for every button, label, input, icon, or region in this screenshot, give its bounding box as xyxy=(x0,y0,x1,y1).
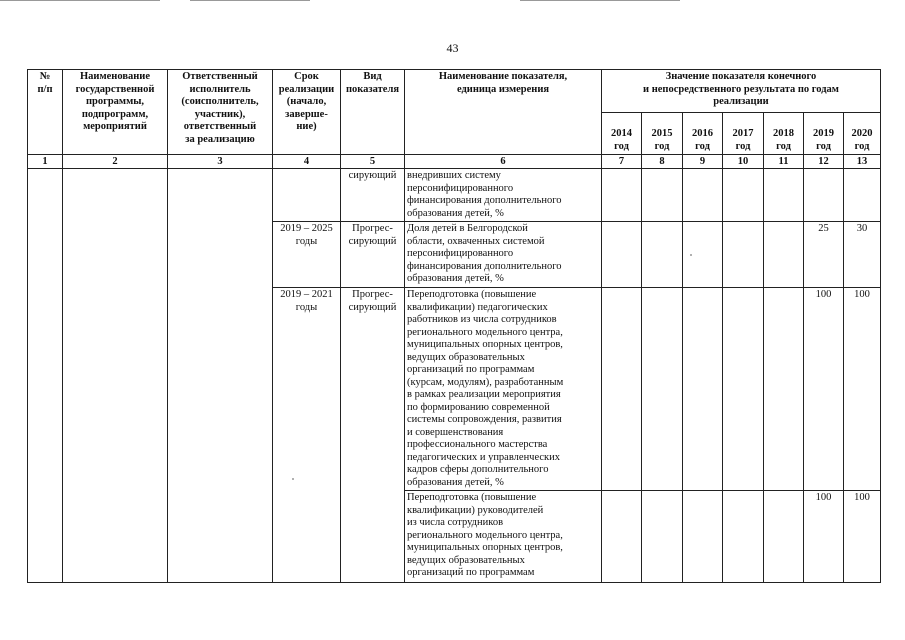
header-number: № п/п xyxy=(28,70,63,155)
column-number: 7 xyxy=(602,155,642,169)
indicators-table xyxy=(27,69,881,583)
page-top-rule xyxy=(520,0,680,1)
cell-period xyxy=(273,169,341,222)
header-year-2019: 2019 год xyxy=(804,113,844,155)
cell-indicator-type: Прогрес- сирующий xyxy=(341,288,405,583)
column-number: 13 xyxy=(844,155,881,169)
page-top-rule xyxy=(0,0,160,1)
scan-speck xyxy=(292,478,294,480)
header-values-title: Значение показателя конечного и непосредственного результата по годам реализации xyxy=(602,70,881,113)
header-row xyxy=(28,70,881,113)
cell-indicator-type: сирующий xyxy=(341,169,405,222)
cell-value-2019: 25 xyxy=(804,222,844,288)
column-number: 9 xyxy=(683,155,723,169)
table-row xyxy=(28,169,881,222)
cell-indicator-name: Переподготовка (повышение квалификации) руководителей из числа сотрудников регионального модельного центра, муниципальных опорных центров, ведущих образовательных организаций по программам xyxy=(405,491,602,583)
cell-program-name xyxy=(63,169,168,583)
cell-value-2017 xyxy=(723,222,764,288)
cell-value-2019: 100 xyxy=(804,491,844,583)
cell-value-2019 xyxy=(804,169,844,222)
column-number: 6 xyxy=(405,155,602,169)
column-number: 8 xyxy=(642,155,683,169)
cell-indicator-type: Прогрес- сирующий xyxy=(341,222,405,288)
cell-value-2020: 100 xyxy=(844,288,881,491)
cell-value-2016 xyxy=(683,222,723,288)
column-number: 12 xyxy=(804,155,844,169)
cell-value-2014 xyxy=(602,491,642,583)
cell-value-2015 xyxy=(642,288,683,491)
header-indicator-name: Наименование показателя, единица измерения xyxy=(405,70,602,155)
cell-value-2016 xyxy=(683,169,723,222)
cell-responsible xyxy=(168,169,273,583)
cell-value-2014 xyxy=(602,222,642,288)
column-number: 3 xyxy=(168,155,273,169)
header-year-2016: 2016 год xyxy=(683,113,723,155)
header-responsible: Ответственный исполнитель (соисполнитель, участник), ответственный за реализацию xyxy=(168,70,273,155)
header-year-2014: 2014 год xyxy=(602,113,642,155)
cell-indicator-name: внедривших систему персонифицированного финансирования дополнительного образования детей, % xyxy=(405,169,602,222)
cell-period: 2019 – 2025 годы xyxy=(273,222,341,288)
cell-value-2018 xyxy=(764,491,804,583)
cell-period: 2019 – 2021 годы xyxy=(273,288,341,583)
cell-value-2019: 100 xyxy=(804,288,844,491)
cell-value-2018 xyxy=(764,222,804,288)
cell-row-number xyxy=(28,169,63,583)
cell-value-2020: 30 xyxy=(844,222,881,288)
cell-indicator-name: Переподготовка (повышение квалификации) педагогических работников из числа сотрудников регионального модельного центра, муниципальных опорных центров, ведущих образовательных организаций по программам (курсам, модулям), разработанным в рамках реализации мероприятия по формированию современной системы сопровождения, развития и совершенствования профессионального мастерства педагогических и управленческих кадров сферы дополнительного образования детей, % xyxy=(405,288,602,491)
cell-value-2017 xyxy=(723,169,764,222)
column-number: 2 xyxy=(63,155,168,169)
cell-value-2017 xyxy=(723,288,764,491)
column-numbers-row xyxy=(28,155,881,169)
cell-value-2014 xyxy=(602,288,642,491)
page-number: 43 xyxy=(446,41,459,55)
header-year-2017: 2017 год xyxy=(723,113,764,155)
header-year-2018: 2018 год xyxy=(764,113,804,155)
cell-value-2017 xyxy=(723,491,764,583)
cell-indicator-name: Доля детей в Белгородской области, охваченных системой персонифицированного финансирования дополнительного образования детей, % xyxy=(405,222,602,288)
header-year-2015: 2015 год xyxy=(642,113,683,155)
scan-speck xyxy=(690,254,692,256)
cell-value-2015 xyxy=(642,222,683,288)
cell-value-2016 xyxy=(683,288,723,491)
cell-value-2014 xyxy=(602,169,642,222)
header-program-name: Наименование государственной программы, подпрограмм, мероприятий xyxy=(63,70,168,155)
header-indicator-type: Вид показателя xyxy=(341,70,405,155)
page-top-rule xyxy=(190,0,310,1)
column-number: 11 xyxy=(764,155,804,169)
cell-value-2020: 100 xyxy=(844,491,881,583)
header-year-2020: 2020 год xyxy=(844,113,881,155)
cell-value-2020 xyxy=(844,169,881,222)
cell-value-2018 xyxy=(764,169,804,222)
cell-value-2015 xyxy=(642,491,683,583)
column-number: 10 xyxy=(723,155,764,169)
column-number: 5 xyxy=(341,155,405,169)
cell-value-2016 xyxy=(683,491,723,583)
cell-value-2015 xyxy=(642,169,683,222)
column-number: 1 xyxy=(28,155,63,169)
header-period: Срок реализации (начало, заверше- ние) xyxy=(273,70,341,155)
cell-value-2018 xyxy=(764,288,804,491)
column-number: 4 xyxy=(273,155,341,169)
